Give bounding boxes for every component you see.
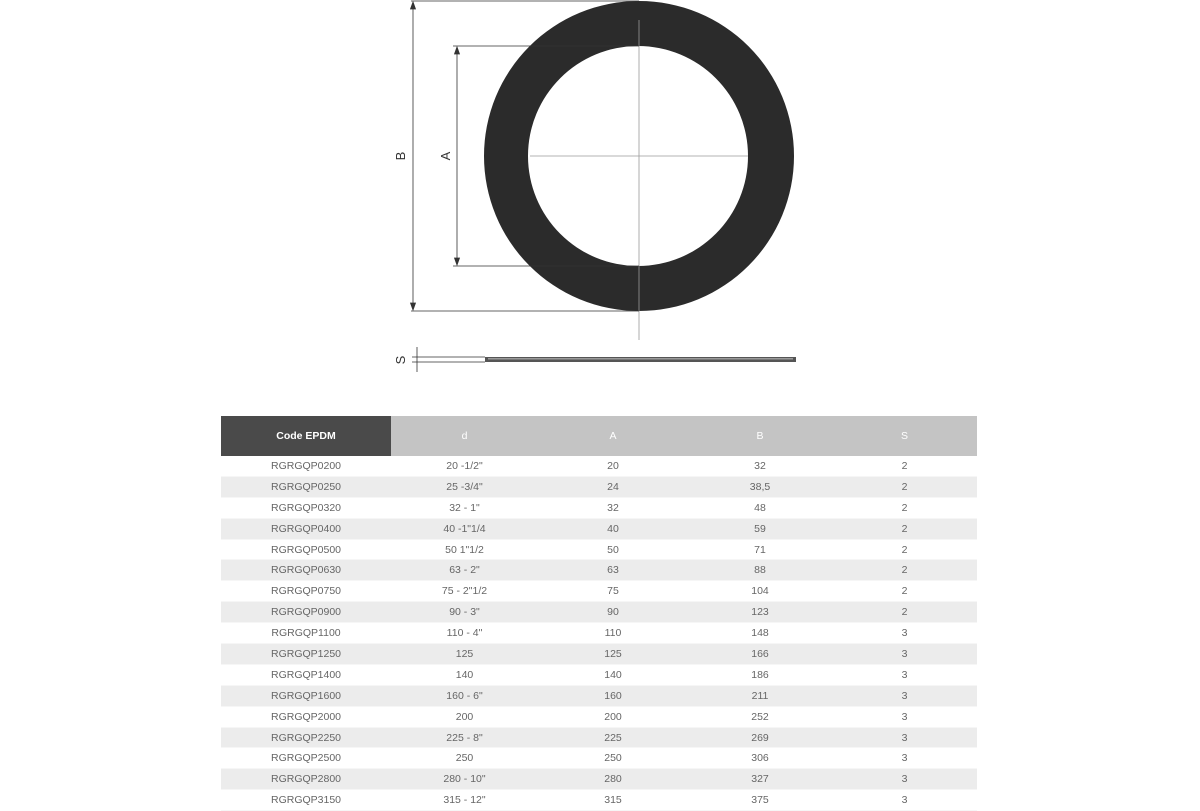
cell-d: 160 - 6" — [391, 685, 538, 706]
column-header-code: Code EPDM — [221, 416, 391, 456]
gasket-spec-table — [221, 416, 977, 811]
cell-s: 3 — [901, 752, 908, 765]
table-row — [221, 685, 977, 706]
cell-d: 250 — [455, 752, 474, 765]
cell-code: RGRGQP0400 — [221, 518, 391, 539]
cell-d: 225 - 8" — [391, 727, 538, 748]
cell-s: 2 — [901, 501, 908, 514]
cell-code: RGRGQP1250 — [221, 644, 391, 665]
cell-s: 2 — [832, 518, 977, 539]
cell-s: 3 — [901, 794, 908, 807]
cell-b: 48 — [754, 501, 766, 514]
cell-code: RGRGQP0250 — [221, 476, 391, 497]
table-row — [221, 623, 977, 644]
cell-code: RGRGQP1400 — [270, 668, 342, 681]
cell-code: RGRGQP0500 — [270, 543, 342, 556]
table-row — [221, 644, 977, 665]
table-row — [221, 790, 977, 811]
cell-a: 160 — [538, 685, 688, 706]
cell-d: 90 - 3" — [391, 602, 538, 623]
column-header-b: B — [688, 416, 832, 456]
gasket-side-view-highlight — [488, 358, 793, 360]
cell-b: 32 — [754, 459, 766, 472]
cell-code: RGRGQP0750 — [270, 585, 342, 598]
table-row — [221, 664, 977, 685]
cell-b: 306 — [751, 752, 769, 765]
cell-a: 140 — [604, 668, 622, 681]
cell-d: 50 1"1/2 — [445, 543, 484, 556]
cell-d: 63 - 2" — [391, 560, 538, 581]
cell-b: 327 — [688, 769, 832, 790]
table-row — [221, 748, 977, 769]
cell-s: 3 — [832, 644, 977, 665]
cell-s: 3 — [832, 769, 977, 790]
cell-s: 3 — [901, 710, 908, 723]
cell-code: RGRGQP3150 — [270, 794, 342, 807]
table-row — [221, 518, 977, 539]
table-row — [221, 539, 977, 560]
cell-b: 123 — [688, 602, 832, 623]
column-header-a: A — [538, 416, 688, 456]
cell-code: RGRGQP2500 — [270, 752, 342, 765]
cell-a: 50 — [607, 543, 619, 556]
cell-a: 75 — [607, 585, 619, 598]
cell-s: 2 — [901, 585, 908, 598]
table-row — [221, 602, 977, 623]
cell-s: 2 — [901, 543, 908, 556]
cell-code: RGRGQP0200 — [270, 459, 342, 472]
cell-b: 166 — [688, 644, 832, 665]
cell-d: 110 - 4" — [446, 627, 483, 640]
cell-b: 375 — [751, 794, 769, 807]
table-header-row — [221, 416, 977, 456]
dimension-s — [412, 347, 485, 372]
dimension-a-label: A — [438, 151, 453, 161]
cell-code: RGRGQP1600 — [221, 685, 391, 706]
table-row — [221, 727, 977, 748]
column-header-d: d — [391, 416, 538, 456]
table-row — [221, 706, 977, 727]
cell-s: 2 — [901, 459, 908, 472]
table-row — [221, 560, 977, 581]
cell-code: RGRGQP2250 — [221, 727, 391, 748]
cell-s: 2 — [832, 560, 977, 581]
cell-a: 40 — [538, 518, 688, 539]
cell-b: 59 — [688, 518, 832, 539]
cell-b: 88 — [688, 560, 832, 581]
cell-d: 315 - 12" — [443, 794, 486, 807]
cell-a: 90 — [538, 602, 688, 623]
cell-s: 3 — [901, 668, 908, 681]
table-row — [221, 476, 977, 497]
table-row — [221, 769, 977, 790]
cell-s: 2 — [832, 476, 977, 497]
cell-code: RGRGQP2800 — [221, 769, 391, 790]
cell-a: 280 — [538, 769, 688, 790]
gasket-drawing — [0, 0, 1200, 400]
cell-a: 315 — [604, 794, 622, 807]
cell-s: 3 — [901, 627, 908, 640]
cell-a: 63 — [538, 560, 688, 581]
table-row — [221, 456, 977, 476]
cell-b: 252 — [751, 710, 769, 723]
column-header-s: S — [832, 416, 977, 456]
cell-d: 200 — [455, 710, 474, 723]
cell-d: 25 -3/4" — [391, 476, 538, 497]
cell-b: 71 — [754, 543, 766, 556]
cell-code: RGRGQP0900 — [221, 602, 391, 623]
cell-code: RGRGQP0630 — [221, 560, 391, 581]
cell-a: 32 — [607, 501, 619, 514]
cell-a: 200 — [604, 710, 622, 723]
cell-b: 211 — [688, 685, 832, 706]
cell-b: 38,5 — [688, 476, 832, 497]
cell-s: 3 — [832, 727, 977, 748]
dimension-s-label: S — [393, 355, 408, 365]
cell-a: 110 — [604, 627, 622, 640]
cell-a: 125 — [538, 644, 688, 665]
cell-d: 32 - 1" — [449, 501, 480, 514]
table-row — [221, 497, 977, 518]
cell-code: RGRGQP1100 — [271, 627, 341, 640]
cell-d: 75 - 2"1/2 — [441, 585, 488, 598]
cell-b: 104 — [751, 585, 769, 598]
cell-a: 20 — [607, 459, 619, 472]
cell-code: RGRGQP2000 — [270, 710, 342, 723]
cell-b: 148 — [751, 627, 769, 640]
cell-d: 140 — [455, 668, 474, 681]
table-row — [221, 581, 977, 602]
cell-a: 24 — [538, 476, 688, 497]
table-body — [221, 456, 977, 811]
cell-code: RGRGQP0320 — [270, 501, 342, 514]
cell-b: 186 — [751, 668, 769, 681]
cell-s: 2 — [832, 602, 977, 623]
cell-a: 225 — [538, 727, 688, 748]
cell-d: 20 -1/2" — [446, 459, 483, 472]
cell-b: 269 — [688, 727, 832, 748]
cell-d: 125 — [391, 644, 538, 665]
cell-d: 40 -1"1/4 — [391, 518, 538, 539]
cell-s: 3 — [832, 685, 977, 706]
cell-d: 280 - 10" — [391, 769, 538, 790]
dimension-b-label: B — [393, 151, 408, 161]
cell-a: 250 — [604, 752, 622, 765]
